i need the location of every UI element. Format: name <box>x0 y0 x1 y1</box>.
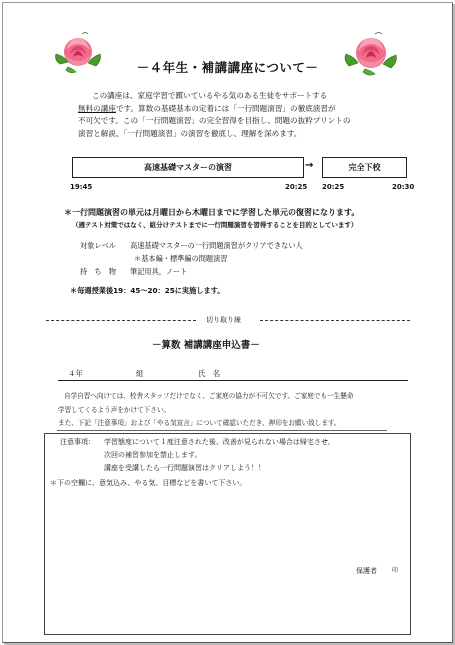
form-paragraph <box>58 390 353 431</box>
form-para-2: 学習してくるよう声をかけて下さい。 <box>58 405 171 414</box>
bring-label: 持 ち 物 <box>80 267 116 276</box>
form-para-3: また、下記「注意事項」および「やる気宣言」について確認いただき、押印をお願い致します。 <box>58 419 341 427</box>
time-dismissal-end: 20:30 <box>392 183 415 191</box>
form-title: －算数 補講講座申込書－ <box>152 340 260 351</box>
weekly-schedule-note: ＊毎週授業後19：45～20：25に実施します。 <box>70 286 225 295</box>
target-value: 高速基礎マスターの一行問題演習がクリアできない人 <box>130 241 303 250</box>
writing-instruction: ＊下の空欄に、意気込み、やる気、目標などを書いて下さい。 <box>50 479 247 487</box>
grade-value: ４年 <box>68 369 83 378</box>
name-underline <box>58 380 408 381</box>
schedule-arrow: → <box>305 160 314 171</box>
time-drill-start: 19:45 <box>70 183 93 191</box>
intro-line-2 <box>78 103 418 116</box>
form-para-1: 自学自習へ向けては、校舎スタッフだけでなく、ご家庭の協力が不可欠です。ご家庭でも一生懸命 <box>64 392 354 400</box>
free-course-text: 無料の講座 <box>78 103 116 113</box>
intro-line-2-rest: です。算数の基礎基本の定着には「一行問題演習」の徹底演習が <box>115 103 336 113</box>
guardian-label: 保護者 <box>356 567 377 575</box>
caution-line-3: 講座を受講したら一行問題演習はクリアしよう！！ <box>104 464 265 472</box>
seal-label: 印 <box>392 567 399 574</box>
notice-sub: （週テスト対策ではなく、組分けテストまでに一行問題演習を習得することを目的としています） <box>72 221 358 229</box>
target-value-2: ＊基本編・標準編の問題演習 <box>134 254 228 263</box>
intro-paragraph <box>78 90 418 140</box>
caution-line-2: 次回の補習参加を禁止します。 <box>104 451 202 459</box>
cut-line-left <box>46 320 196 321</box>
name-label: 氏 名 <box>198 369 221 378</box>
time-drill-end: 20:25 <box>285 183 308 191</box>
schedule-box-drill: 高速基礎マスターの演習 <box>72 157 304 178</box>
page-title: －４年生・補講講座について－ <box>136 60 319 75</box>
cut-line-label: 切り取り線 <box>206 316 241 324</box>
caution-label: 注意事項： <box>60 438 95 446</box>
intro-line-4: 演習と解説、「一行問題演習」の演習を徹底し、理解を深めます。 <box>78 128 302 138</box>
bring-value: 筆記用具，ノート <box>130 267 188 276</box>
cut-line-right <box>260 320 410 321</box>
schedule-box-dismissal: 完全下校 <box>322 157 407 178</box>
target-label: 対象レベル <box>80 241 116 250</box>
intro-line-3: 不可欠です。この「一行問題演習」の完全習得を目指し、問題の抜粋プリントの <box>78 116 351 126</box>
time-dismissal-start: 20:25 <box>322 183 345 191</box>
caution-line-1: 学習態度について１度注意された後、改善が見られない場合は帰宅させ、 <box>104 438 335 446</box>
form-para-underline <box>57 430 387 431</box>
intro-line-1: この講座は、家庭学習で躓いているやる気のある生徒をサポートする <box>92 91 328 100</box>
class-label: 組 <box>136 369 144 378</box>
notice-main: ＊一行問題演習の単元は月曜日から木曜日までに学習した単元の復習になります。 <box>64 208 360 217</box>
